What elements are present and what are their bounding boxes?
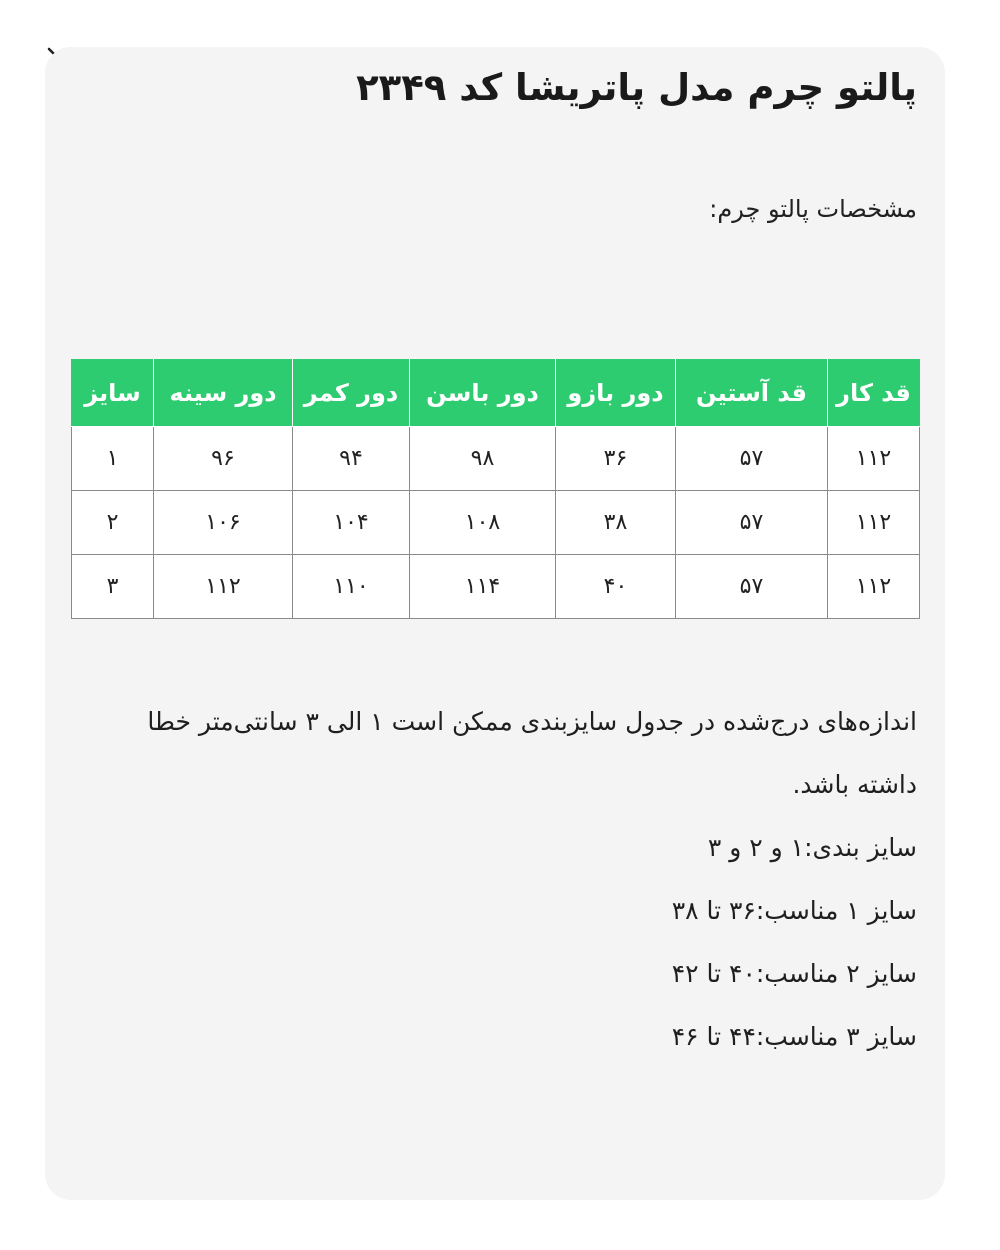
- table-cell: ۱۰۸: [410, 491, 556, 555]
- table-cell: ۱۱۴: [410, 555, 556, 619]
- table-cell: ۱۱۲: [828, 555, 920, 619]
- header-cell-waist: دور کمر: [293, 360, 410, 427]
- table-row: [72, 491, 920, 555]
- table-cell: ۹۴: [293, 427, 410, 491]
- disclaimer-text: اندازه‌های درج‌شده در جدول سایزبندی ممکن است ۱ الی ۳ سانتی‌متر خطا داشته باشد.: [147, 707, 917, 799]
- size-table: [71, 359, 920, 619]
- specs-heading: مشخصات پالتو چرم:: [709, 195, 917, 223]
- table-cell: ۱۱۲: [828, 427, 920, 491]
- size-2-fit-text: سایز ۲ مناسب:۴۰ تا ۴۲: [671, 959, 917, 988]
- table-cell: ۱۱۰: [293, 555, 410, 619]
- table-cell: ۵۷: [676, 491, 828, 555]
- header-cell-size: سایز: [72, 360, 154, 427]
- table-cell: ۱: [72, 427, 154, 491]
- table-row: [72, 427, 920, 491]
- table-cell: ۱۱۲: [154, 555, 293, 619]
- table-cell: ۵۷: [676, 427, 828, 491]
- table-cell: ۱۱۲: [828, 491, 920, 555]
- header-cell-length: قد کار: [828, 360, 920, 427]
- table-cell: ۳۶: [556, 427, 676, 491]
- table-cell: ۱۰۶: [154, 491, 293, 555]
- table-cell: ۹۸: [410, 427, 556, 491]
- table-cell: ۳۸: [556, 491, 676, 555]
- table-cell: ۹۶: [154, 427, 293, 491]
- header-cell-chest: دور سینه: [154, 360, 293, 427]
- size-notes: [137, 690, 917, 1068]
- table-cell: ۴۰: [556, 555, 676, 619]
- size-3-fit-text: سایز ۳ مناسب:۴۴ تا ۴۶: [671, 1022, 917, 1051]
- product-title: پالتو چرم مدل پاتریشا کد ۲۳۴۹: [356, 66, 917, 109]
- header-cell-arm: دور بازو: [556, 360, 676, 427]
- table-cell: ۲: [72, 491, 154, 555]
- table-header-row: [72, 360, 920, 427]
- header-cell-hip: دور باسن: [410, 360, 556, 427]
- table-row: [72, 555, 920, 619]
- table-cell: ۱۰۴: [293, 491, 410, 555]
- table-cell: ۳: [72, 555, 154, 619]
- header-cell-sleeve: قد آستین: [676, 360, 828, 427]
- size-1-fit-text: سایز ۱ مناسب:۳۶ تا ۳۸: [671, 896, 917, 925]
- table-cell: ۵۷: [676, 555, 828, 619]
- sizing-text: سایز بندی:۱ و ۲ و ۳: [707, 833, 917, 862]
